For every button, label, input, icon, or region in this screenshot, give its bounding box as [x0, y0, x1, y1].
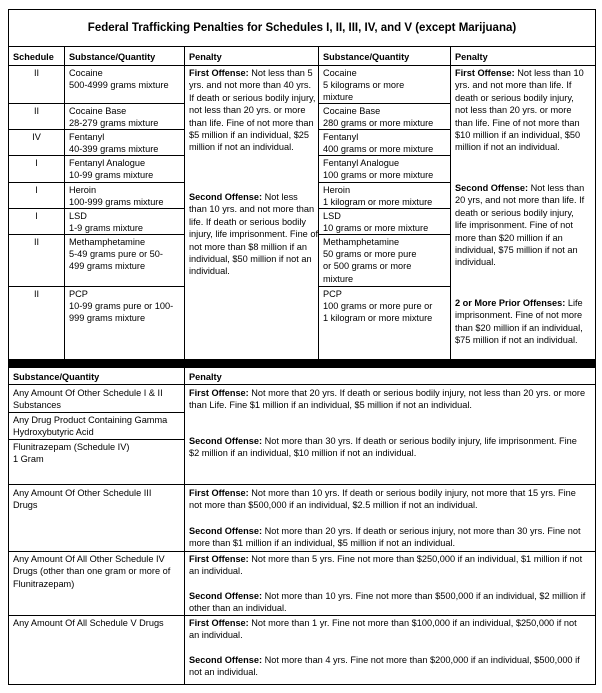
second-offense-label: Second Offense:	[189, 526, 263, 536]
substance-qty: 28-279 grams mixture	[69, 118, 159, 128]
substance-qty-2: 50 grams or more pure or 500 grams or more mixture	[323, 249, 417, 284]
g4-first-offense	[189, 617, 589, 642]
table-title: Federal Trafficking Penalties for Schedules I, II, III, IV, and V (except Marijuana)	[9, 10, 595, 47]
header-schedule: Schedule	[13, 52, 54, 62]
substance-qty: 10-99 grams pure or 100-999 grams mixture	[69, 301, 174, 324]
first-offense-label: First Offense:	[189, 554, 249, 564]
substance-name: Fentanyl Analogue	[69, 158, 146, 168]
substance-item: Any Amount Of All Other Schedule IV Drugs (other than one gram or more of Flunitrazepam)	[13, 554, 171, 589]
first-offense-label: First Offense:	[189, 488, 249, 498]
prior-offenses-text: Life imprisonment. Fine of not more than $20 million if an individual, $75 million if not an individual.	[455, 298, 583, 346]
second-offense-label: Second Offense:	[189, 655, 263, 665]
header-penalty-1: Penalty	[189, 52, 222, 62]
second-offense-text: Not more than 10 yrs. Fine not more than $500,000 if an individual, $2 million if other than an individual.	[189, 591, 586, 614]
lower-header-substance: Substance/Quantity	[13, 372, 100, 382]
first-offense-text: Not less than 5 yrs. and not more than 40 yrs. If death or serious bodily injury, not less than 20 yrs. or more than life. Fine of not more than $5 million if an individual, $25 million if not an individual.	[189, 68, 316, 153]
g4-second-offense	[189, 654, 589, 679]
substance-qty-2: 1 kilogram or more mixture	[323, 197, 433, 207]
section-divider	[9, 359, 595, 368]
second-offense-text: Not more than 4 yrs. Fine not more than $200,000 if an individual, $500,000 if not an individual.	[189, 655, 580, 678]
substance-name: Cocaine	[69, 68, 103, 78]
schedule-cell: II	[33, 68, 40, 78]
substance-item: Any Amount Of Other Schedule I & II Substances	[13, 388, 163, 411]
first-offense-text: Not more than 1 yr. Fine not more than $100,000 if an individual, $250,000 if not an individual.	[189, 618, 577, 641]
g2-first-offense	[189, 487, 589, 512]
substance-name-2: Fentanyl Analogue	[323, 158, 400, 168]
substance-name-2: LSD	[323, 211, 341, 221]
schedule-cell: I	[35, 185, 38, 195]
g1-second-offense	[189, 435, 589, 460]
schedule-cell: II	[33, 237, 40, 247]
substance-name: Cocaine Base	[69, 106, 127, 116]
first-offense-label: First Offense:	[189, 68, 249, 78]
header-substance-1: Substance/Quantity	[69, 52, 156, 62]
substance-item: Any Amount Of All Schedule V Drugs	[13, 618, 164, 628]
first-offense-label: First Offense:	[189, 388, 249, 398]
schedule-cell: IV	[32, 132, 41, 142]
substance-qty-2: 100 grams or more mixture	[323, 170, 434, 180]
substance-qty: 10-99 grams mixture	[69, 170, 154, 180]
substance-name: PCP	[69, 289, 88, 299]
substance-item: Any Amount Of Other Schedule III Drugs	[13, 488, 152, 511]
first-offense-text: Not more that 20 yrs. If death or serious bodily injury, not less than 20 yrs. or more than Life. Fine $1 million if an individual, $5 million if not an individual.	[189, 388, 586, 411]
penalty-tier2-prior	[455, 297, 588, 347]
substance-qty-2: 400 grams or more mixture	[323, 144, 434, 154]
substance-qty-2: 100 grams or more pure or 1 kilogram or more mixture	[323, 301, 433, 324]
g3-first-offense	[189, 553, 589, 578]
substance-name-2: Fentanyl	[323, 132, 359, 142]
substance-name-2: Methamphetamine	[323, 237, 400, 247]
substance-qty-2: 280 grams or more mixture	[323, 118, 434, 128]
prior-offenses-label: 2 or More Prior Offenses:	[455, 298, 566, 308]
schedule-cell: II	[33, 106, 40, 116]
substance-name-2: PCP	[323, 289, 342, 299]
substance-name-2: Heroin	[323, 185, 351, 195]
penalty-tier1-first	[189, 67, 318, 154]
substance-name: Heroin	[69, 185, 97, 195]
substance-qty: 500-4999 grams mixture	[69, 80, 169, 90]
penalty-tier1-second	[189, 191, 318, 278]
substance-name: Fentanyl	[69, 132, 105, 142]
g1-first-offense	[189, 387, 589, 412]
first-offense-text: Not more than 5 yrs. Fine not more than $250,000 if an individual, $1 million if not an individual.	[189, 554, 583, 577]
substance-name: LSD	[69, 211, 87, 221]
second-offense-text: Not more than 20 yrs. If death or serious injury, not more than 30 yrs. Fine not more than $1 million if an individual, $5 million if not an individual.	[189, 526, 581, 549]
substance-qty: 100-999 grams mixture	[69, 197, 164, 207]
substance-qty-2: 10 grams or more mixture	[323, 223, 429, 233]
substance-item: Any Drug Product Containing Gamma Hydroxybutyric Acid	[13, 415, 168, 438]
substance-item: Flunitrazepam (Schedule IV) 1 Gram	[13, 442, 130, 465]
substance-name: Methamphetamine	[69, 237, 146, 247]
second-offense-label: Second Offense:	[189, 591, 263, 601]
first-offense-label: First Offense:	[189, 618, 249, 628]
substance-qty: 5-49 grams pure or 50-499 grams mixture	[69, 249, 163, 272]
penalties-table	[8, 9, 596, 685]
second-offense-label: Second Offense:	[455, 183, 529, 193]
substance-name-2: Cocaine Base	[323, 106, 381, 116]
schedule-cell: I	[35, 211, 38, 221]
penalty-tier2-second	[455, 182, 588, 269]
second-offense-label: Second Offense:	[189, 436, 263, 446]
header-penalty-2: Penalty	[455, 52, 488, 62]
second-offense-text: Not more than 30 yrs. If death or serious bodily injury, life imprisonment. Fine $2 million if an individual, $10 million if not an individual.	[189, 436, 577, 459]
second-offense-text: Not less than 20 yrs, and not more than life. If death or serious bodily injury, life imprisonment. Fine of not more than $20 million if an individual, $75 million if not an individual.	[455, 183, 585, 268]
second-offense-label: Second Offense:	[189, 192, 263, 202]
substance-name-2: Cocaine	[323, 68, 357, 78]
substance-qty-2: 5 kilograms or more mixture	[323, 80, 405, 103]
schedule-cell: II	[33, 289, 40, 299]
second-offense-text: Not less than 10 yrs. and not more than life. If death or serious bodily injury, life imprisonment. Fine of not more than $8 million if an individual, $50 million if not an individual.	[189, 192, 319, 277]
header-substance-2: Substance/Quantity	[323, 52, 410, 62]
substance-qty: 40-399 grams mixture	[69, 144, 159, 154]
g3-second-offense	[189, 590, 589, 615]
schedule-cell: I	[35, 158, 38, 168]
first-offense-text: Not less than 10 yrs. and not more than life. If death or serious bodily injury, not less than 20 yrs. or more than life. Fine of not more than $10 million if an individual, $50 million if not an individual.	[455, 68, 584, 153]
first-offense-label: First Offense:	[455, 68, 515, 78]
lower-header-penalty: Penalty	[189, 372, 222, 382]
first-offense-text: Not more than 10 yrs. If death or serious bodily injury, not more that 15 yrs. Fine not more than $500,000 if an individual, $2.5 million if not an individual.	[189, 488, 576, 511]
penalty-tier2-first	[455, 67, 588, 154]
g2-second-offense	[189, 525, 589, 550]
substance-qty: 1-9 grams mixture	[69, 223, 144, 233]
